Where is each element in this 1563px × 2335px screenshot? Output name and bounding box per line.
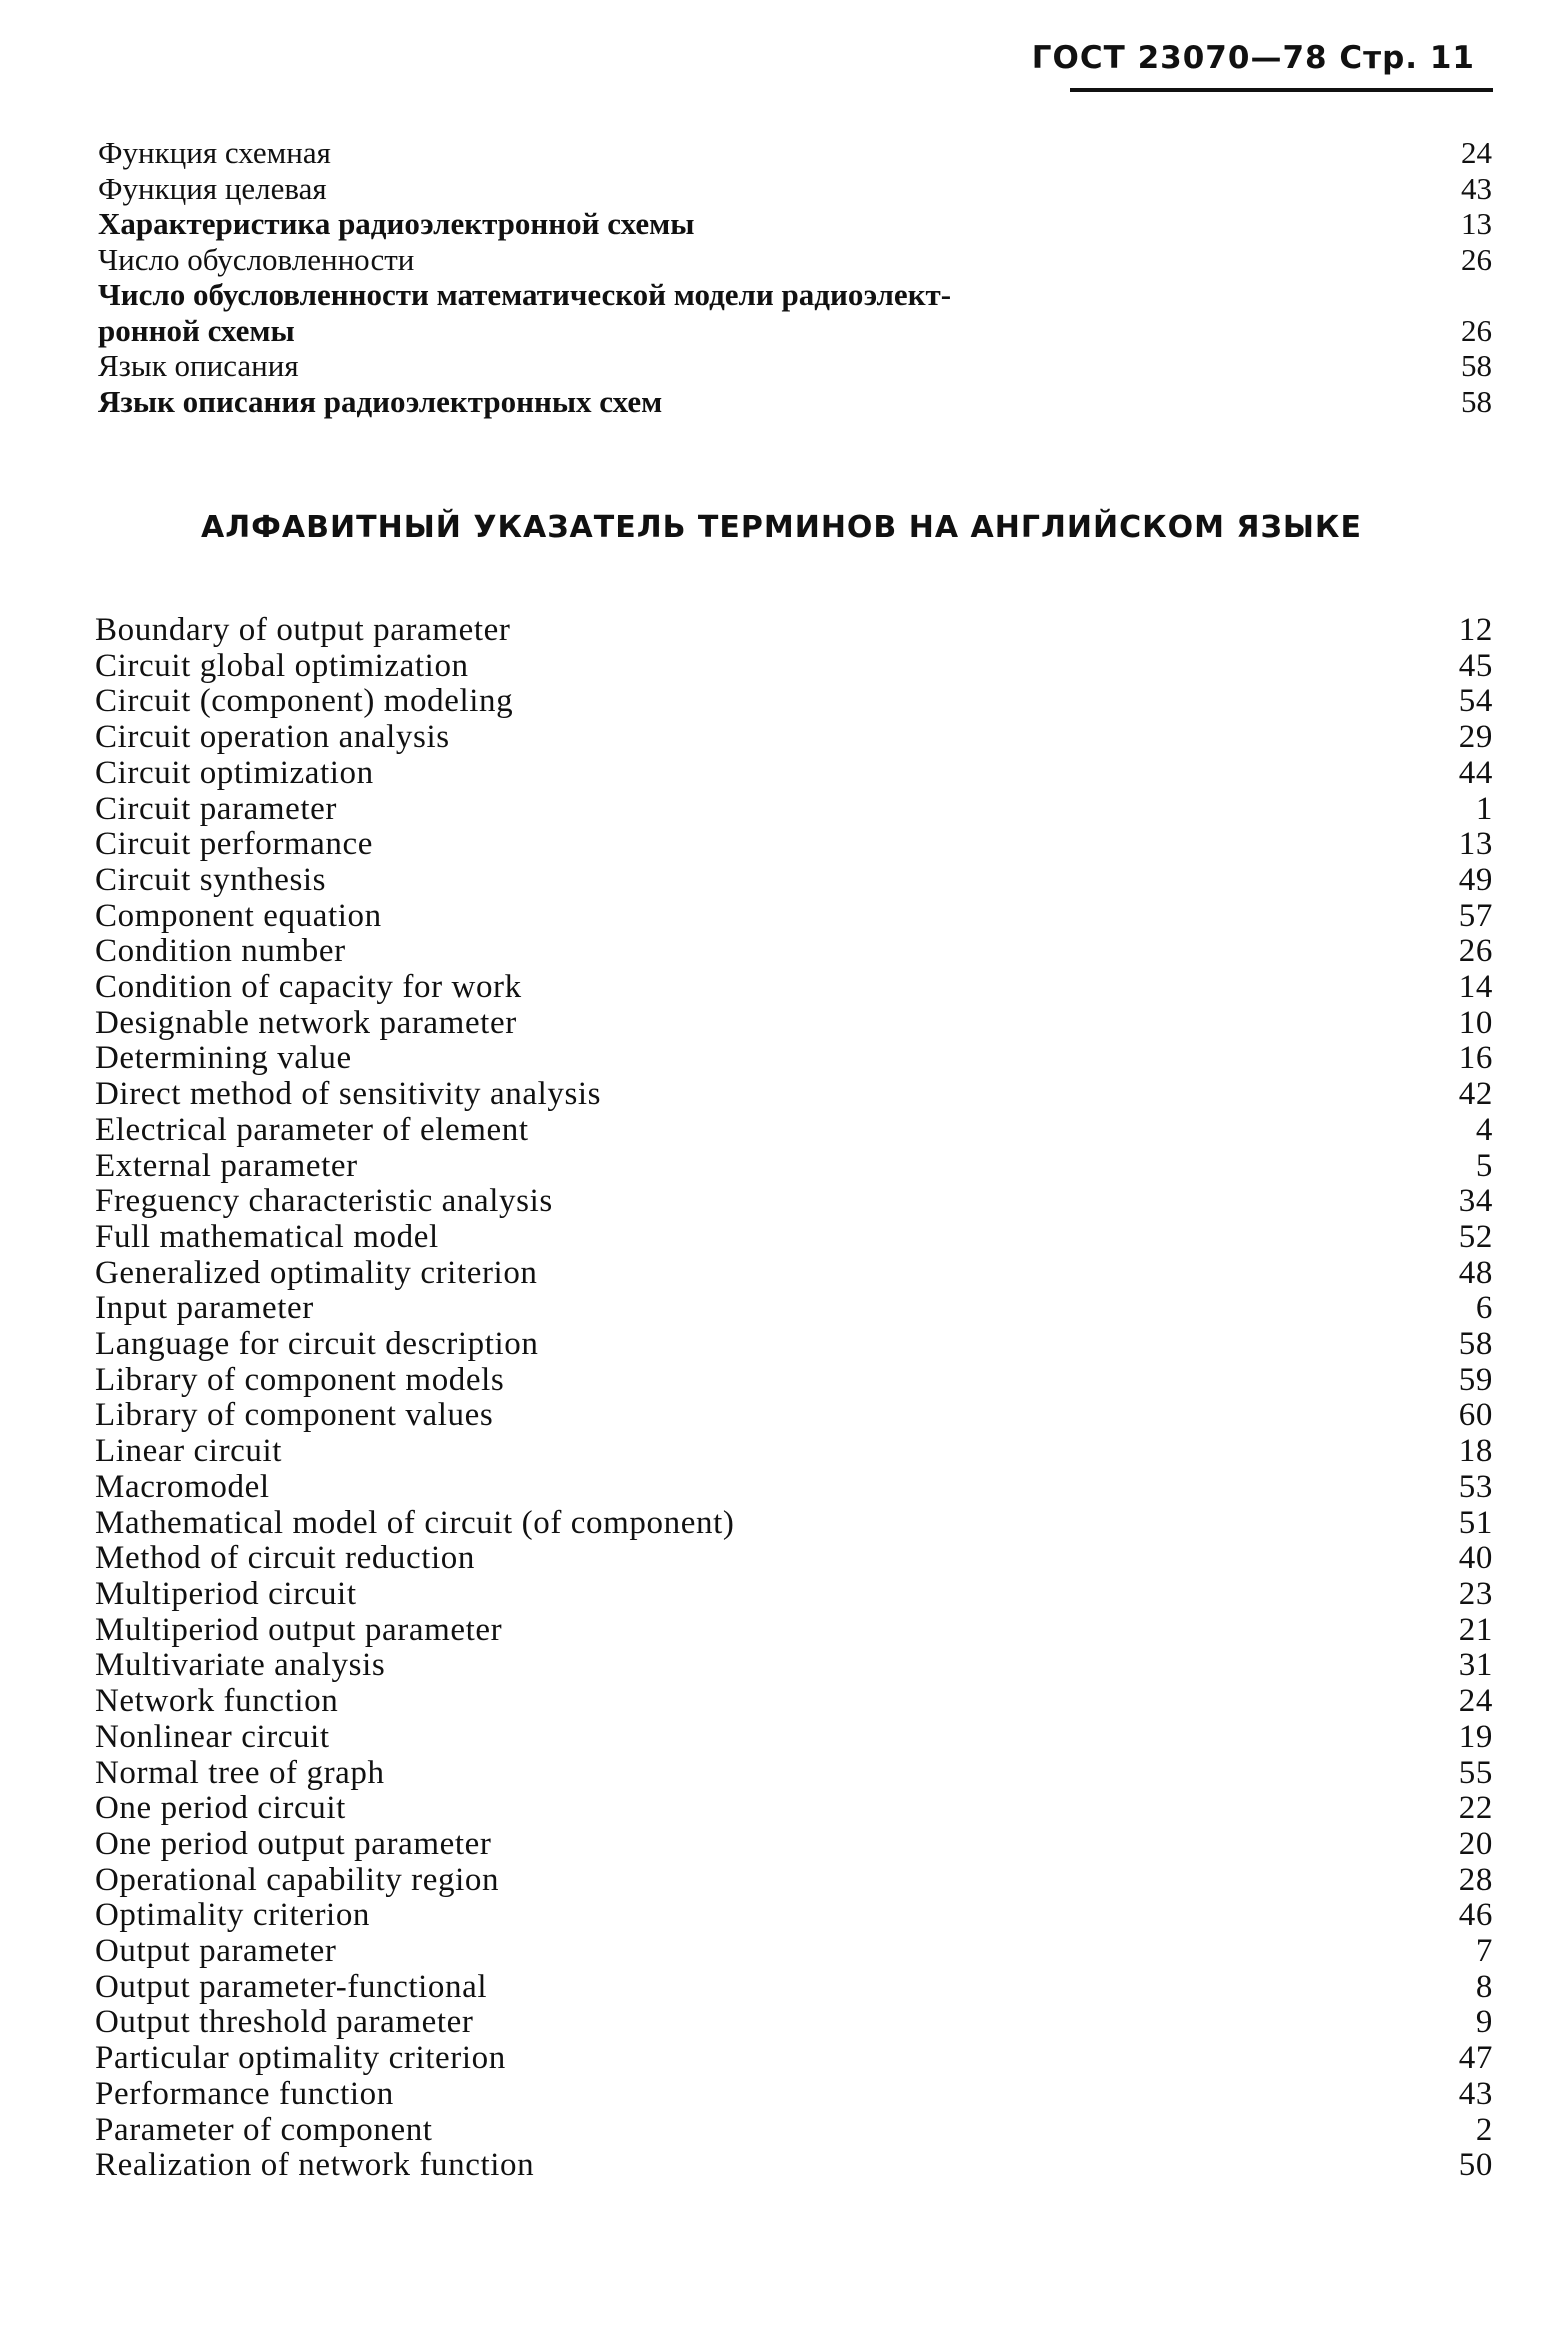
english-index-row: [95, 1149, 1493, 1185]
index-term: Число обусловленности: [98, 241, 415, 277]
english-index-row: [95, 2113, 1493, 2149]
index-page-number: 49: [1458, 861, 1493, 898]
index-page-number: 44: [1458, 754, 1493, 791]
index-term: Realization of network function: [95, 2147, 535, 2184]
english-index-row: [95, 1970, 1493, 2006]
index-page-number: 28: [1458, 1861, 1493, 1898]
index-term: Circuit optimization: [95, 754, 374, 791]
index-page-number: 24: [1458, 1683, 1493, 1720]
english-index-row: [95, 756, 1493, 792]
index-page-number: 43: [1458, 2075, 1493, 2112]
index-term: Mathematical model of circuit (of component): [95, 1504, 735, 1541]
section-title: АЛФАВИТНЫЙ УКАЗАТЕЛЬ ТЕРМИНОВ НА АНГЛИЙСКОМ ЯЗЫКЕ: [201, 510, 1362, 545]
index-term: Network function: [95, 1683, 339, 1720]
index-term: Optimality criterion: [95, 1897, 371, 1934]
index-page-number: 19: [1458, 1718, 1493, 1755]
index-term: Circuit (component) modeling: [95, 683, 514, 720]
index-term: Multiperiod circuit: [95, 1575, 357, 1612]
english-index-row: [95, 1577, 1493, 1613]
index-term: Condition of capacity for work: [95, 969, 522, 1006]
index-term: Direct method of sensitivity analysis: [95, 1076, 602, 1113]
index-page-number: 26: [1458, 933, 1493, 970]
index-term: Output parameter-functional: [95, 1968, 488, 2005]
english-index-row: [95, 2041, 1493, 2077]
index-page-number: 16: [1458, 1040, 1493, 1077]
index-term: Determining value: [95, 1040, 352, 1077]
index-page-number: 24: [1461, 135, 1492, 170]
english-index-row: [95, 863, 1493, 899]
index-page-number: 53: [1458, 1468, 1493, 1505]
index-page-number: 58: [1461, 348, 1492, 383]
index-page-number: 26: [1461, 312, 1492, 348]
index-page-number: 34: [1458, 1183, 1493, 1220]
english-index-row: [95, 827, 1493, 863]
index-page-number: 2: [1475, 2111, 1493, 2148]
index-term: Macromodel: [95, 1468, 270, 1505]
index-term: Функция целевая: [98, 170, 327, 206]
russian-index-row: [98, 277, 1492, 313]
index-page-number: 31: [1458, 1647, 1493, 1684]
english-index-row: [95, 970, 1493, 1006]
index-term: Boundary of output parameter: [95, 612, 511, 648]
index-page-number: 12: [1458, 612, 1493, 648]
index-term: Circuit global optimization: [95, 647, 469, 684]
index-page-number: 22: [1458, 1790, 1493, 1827]
english-index-row: [95, 1827, 1493, 1863]
english-index-row: [95, 1291, 1493, 1327]
index-page-number: 1: [1475, 790, 1493, 827]
index-term: Linear circuit: [95, 1433, 283, 1470]
index-page-number: 7: [1475, 1933, 1493, 1970]
index-term: Operational capability region: [95, 1861, 500, 1898]
index-term: Full mathematical model: [95, 1218, 439, 1255]
russian-index-list: [98, 135, 1492, 419]
english-index-row: [95, 1541, 1493, 1577]
index-page-number: 40: [1458, 1540, 1493, 1577]
english-index-row: [95, 899, 1493, 935]
index-page-number: 48: [1458, 1254, 1493, 1291]
index-page-number: 8: [1475, 1968, 1493, 2005]
index-page-number: 13: [1461, 206, 1492, 241]
index-term: Характеристика радиоэлектронной схемы: [98, 206, 695, 241]
russian-index-row: [98, 242, 1492, 278]
english-index-row: [95, 1184, 1493, 1220]
index-term: Функция схемная: [98, 135, 331, 170]
english-index-row: [95, 1006, 1493, 1042]
russian-index-row: [98, 348, 1492, 384]
index-page-number: 52: [1458, 1218, 1493, 1255]
index-page-number: 29: [1458, 719, 1493, 756]
russian-index-row: [98, 135, 1492, 171]
english-index-row: [95, 1934, 1493, 1970]
page-header: ГОСТ 23070—78 Стр. 11: [1031, 40, 1475, 76]
english-index-row: [95, 1220, 1493, 1256]
index-term: Condition number: [95, 933, 346, 970]
index-term: Designable network parameter: [95, 1004, 517, 1041]
index-page-number: 10: [1458, 1004, 1493, 1041]
english-index-row: [95, 613, 1493, 649]
index-term: Output parameter: [95, 1933, 337, 1970]
english-index-row: [95, 2005, 1493, 2041]
index-term: Circuit parameter: [95, 790, 338, 827]
index-page-number: 50: [1458, 2147, 1493, 2184]
english-index-row: [95, 1398, 1493, 1434]
english-index-row: [95, 1863, 1493, 1899]
index-page-number: 46: [1458, 1897, 1493, 1934]
index-term: One period circuit: [95, 1790, 346, 1827]
index-page-number: 47: [1458, 2040, 1493, 2077]
index-term: Library of component values: [95, 1397, 494, 1434]
english-index-row: [95, 1327, 1493, 1363]
index-term: Язык описания: [98, 348, 299, 383]
index-term: Multivariate analysis: [95, 1647, 386, 1684]
index-term: Particular optimality criterion: [95, 2040, 506, 2077]
index-term: Nonlinear circuit: [95, 1718, 330, 1755]
index-term: Electrical parameter of element: [95, 1111, 529, 1148]
english-index-row: [95, 1041, 1493, 1077]
index-page-number: 4: [1475, 1111, 1493, 1148]
index-page-number: 9: [1475, 2004, 1493, 2041]
index-term: Generalized optimality criterion: [95, 1254, 538, 1291]
index-page-number: 55: [1458, 1754, 1493, 1791]
english-index-row: [95, 1791, 1493, 1827]
index-term: Multiperiod output parameter: [95, 1611, 503, 1648]
english-index-row: [95, 1720, 1493, 1756]
index-page-number: 14: [1458, 969, 1493, 1006]
index-page-number: 18: [1458, 1433, 1493, 1470]
index-page-number: 23: [1458, 1575, 1493, 1612]
english-index-row: [95, 1434, 1493, 1470]
english-index-row: [95, 1684, 1493, 1720]
russian-index-row: [98, 384, 1492, 420]
index-page-number: 59: [1458, 1361, 1493, 1398]
russian-index-row: [98, 206, 1492, 242]
english-index-row: [95, 1898, 1493, 1934]
russian-index-row: [98, 171, 1492, 207]
english-index-row: [95, 2148, 1493, 2184]
index-term: Performance function: [95, 2075, 394, 2112]
english-index-row: [95, 792, 1493, 828]
english-index-row: [95, 720, 1493, 756]
english-index-row: [95, 1470, 1493, 1506]
index-page-number: 51: [1458, 1504, 1493, 1541]
index-term: Circuit synthesis: [95, 861, 327, 898]
header-rule: [1070, 88, 1493, 92]
index-term: Число обусловленности математической модели радиоэлект-: [98, 277, 952, 312]
index-page-number: 42: [1458, 1076, 1493, 1113]
index-page-number: 54: [1458, 683, 1493, 720]
english-index-row: [95, 1113, 1493, 1149]
index-page-number: 45: [1458, 647, 1493, 684]
index-term: Circuit operation analysis: [95, 719, 450, 756]
index-term: Component equation: [95, 897, 382, 934]
index-term: Freguency characteristic analysis: [95, 1183, 553, 1220]
index-page-number: 57: [1458, 897, 1493, 934]
index-page-number: 43: [1461, 170, 1492, 206]
index-term: Language for circuit description: [95, 1326, 539, 1363]
index-page-number: 58: [1461, 383, 1492, 419]
index-page-number: 26: [1461, 241, 1492, 277]
index-term: One period output parameter: [95, 1825, 492, 1862]
russian-index-row: [98, 313, 1492, 349]
index-term: Parameter of component: [95, 2111, 433, 2148]
index-page-number: 13: [1458, 826, 1493, 863]
index-term: Normal tree of graph: [95, 1754, 385, 1791]
english-index-list: [95, 613, 1493, 2184]
english-index-row: [95, 2077, 1493, 2113]
english-index-row: [95, 1506, 1493, 1542]
english-index-row: [95, 1077, 1493, 1113]
index-term: Input parameter: [95, 1290, 314, 1327]
english-index-row: [95, 684, 1493, 720]
index-page-number: 5: [1475, 1147, 1493, 1184]
english-index-row: [95, 1363, 1493, 1399]
index-term: External parameter: [95, 1147, 358, 1184]
index-page-number: 21: [1458, 1611, 1493, 1648]
index-page-number: 60: [1458, 1397, 1493, 1434]
english-index-row: [95, 1756, 1493, 1792]
english-index-row: [95, 1648, 1493, 1684]
english-index-row: [95, 934, 1493, 970]
index-term: Circuit performance: [95, 826, 374, 863]
index-term: Output threshold parameter: [95, 2004, 474, 2041]
index-term: Method of circuit reduction: [95, 1540, 476, 1577]
english-index-row: [95, 649, 1493, 685]
english-index-row: [95, 1613, 1493, 1649]
index-term: Library of component models: [95, 1361, 505, 1398]
index-term: ронной схемы: [98, 312, 295, 348]
index-page-number: 58: [1458, 1326, 1493, 1363]
index-page-number: 20: [1458, 1825, 1493, 1862]
index-page-number: 6: [1475, 1290, 1493, 1327]
index-term: Язык описания радиоэлектронных схем: [98, 383, 663, 419]
english-index-row: [95, 1256, 1493, 1292]
